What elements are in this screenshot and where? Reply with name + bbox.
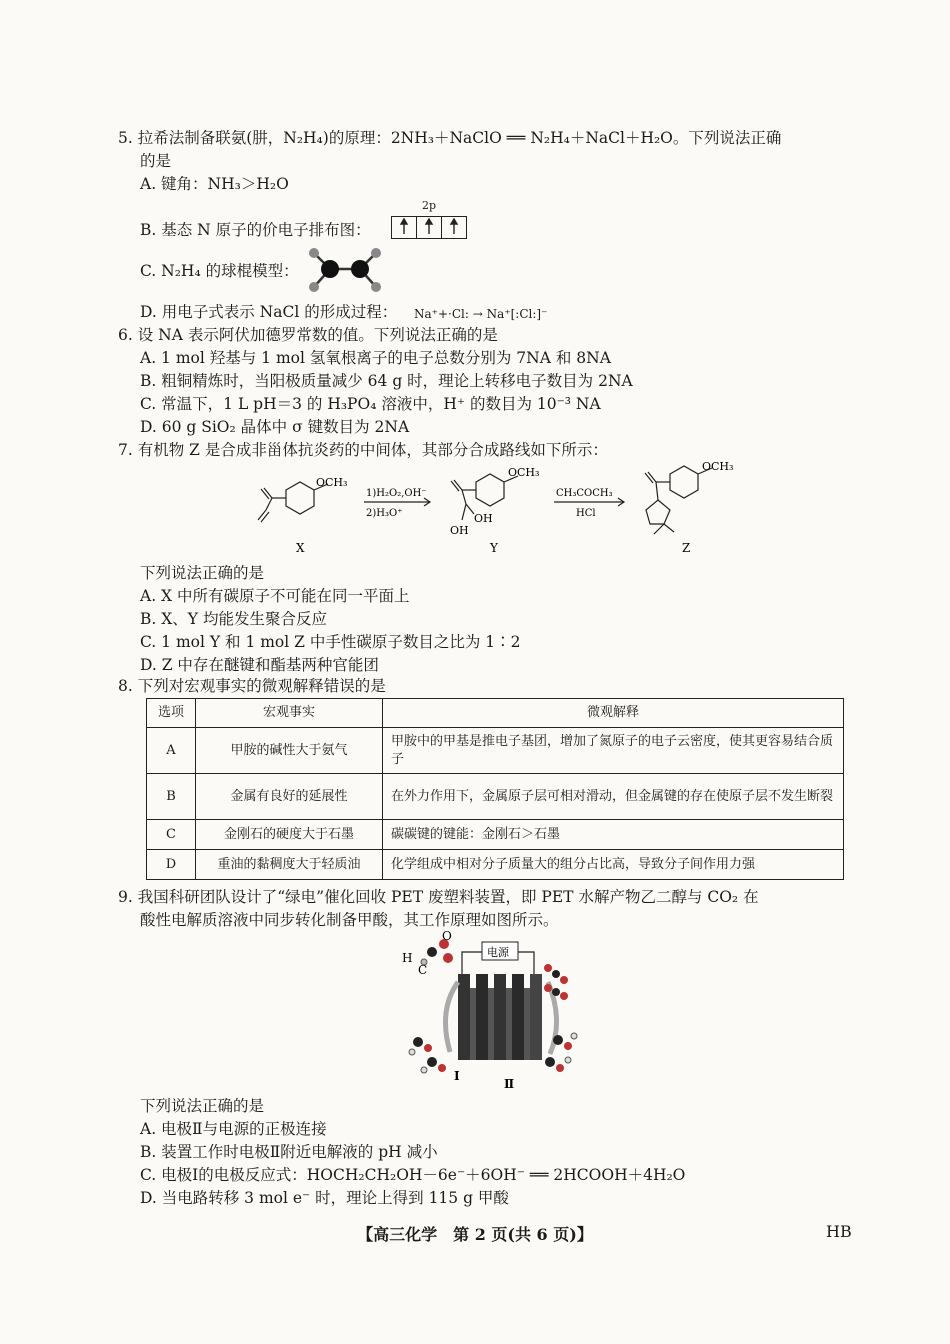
q5-stem-line1: 5. 拉希法制备联氨(肼，N₂H₄)的原理：2NH₃＋NaClO ══ N₂H₄＋NaCl＋H₂O。下列说法正确: [118, 129, 782, 147]
row-d-fact: 重油的黏稠度大于轻质油: [196, 850, 383, 880]
row-b-option: B: [147, 774, 196, 820]
q5-option-a: A. 键角：NH₃＞H₂O: [140, 175, 289, 193]
compound-y-ring: [476, 474, 504, 506]
q6-option-b: B. 粗铜精炼时，当阳极质量减少 64 g 时，理论上转移电子数目为 2NA: [140, 372, 633, 390]
x-och3: OCH₃: [316, 476, 348, 489]
row-d-option: D: [147, 850, 196, 880]
q9-option-d: D. 当电路转移 3 mol e⁻ 时，理论上得到 115 g 甲酸: [140, 1189, 509, 1207]
q9-sub-stem: 下列说法正确的是: [140, 1097, 265, 1115]
q9-option-c: C. 电极Ⅰ的电极反应式：HOCH₂CH₂OH－6e⁻＋6OH⁻ ══ 2HCOOH＋4H₂O: [140, 1166, 686, 1184]
q5-option-b: B. 基态 N 原子的价电子排布图：: [140, 221, 371, 239]
orbital-diagram: [391, 214, 471, 242]
orbital-2p-label: 2p: [422, 199, 437, 212]
nacl-electron-formula: Na⁺+·Cl: → Na⁺[:Cl:]⁻: [414, 307, 548, 321]
q6-option-d: D. 60 g SiO₂ 晶体中 σ 键数目为 2NA: [140, 418, 410, 436]
compound-x-ring: [286, 482, 314, 514]
z-och3: OCH₃: [702, 460, 734, 473]
table-header-row: [147, 699, 844, 728]
q9-stem-line1: 9. 我国科研团队设计了“绿电”催化回收 PET 废塑料装置，即 PET 水解产物乙二醇与 CO₂ 在: [118, 888, 759, 906]
row-d-explanation: 化学组成中相对分子质量大的组分占比高，导致分子间作用力强: [383, 850, 844, 880]
ethylene-glycol-molecules: [409, 1037, 446, 1073]
table-row: [147, 820, 844, 850]
q9-option-b: B. 装置工作时电极Ⅱ附近电解液的 pH 减小: [140, 1143, 438, 1161]
row-a-option: A: [147, 728, 196, 774]
electrode-i-label: Ⅰ: [454, 1069, 460, 1083]
electrolysis-device-diagram: [398, 930, 588, 1090]
q5-option-d: D. 用电子式表示 NaCl 的形成过程：: [140, 303, 398, 321]
q9-stem-line2: 酸性电解质溶液中同步转化制备甲酸，其工作原理如图所示。: [140, 911, 559, 929]
n2h4-ball-stick-model: [302, 245, 388, 295]
q7-option-b: B. X、Y 均能发生聚合反应: [140, 610, 327, 628]
reagent-step1-b: 2)H₃O⁺: [366, 508, 403, 519]
y-oh-1: OH: [474, 512, 493, 525]
y-och3: OCH₃: [508, 466, 540, 479]
header-option: 选项: [147, 699, 196, 728]
label-z: Z: [682, 541, 691, 555]
header-explanation: 微观解释: [383, 699, 844, 728]
row-c-explanation: 碳碳键的键能：金刚石＞石墨: [383, 820, 844, 850]
q5-option-c: C. N₂H₄ 的球棍模型：: [140, 262, 299, 280]
label-y: Y: [490, 541, 498, 555]
q7-option-d: D. Z 中存在醚键和酯基两种官能团: [140, 656, 379, 674]
q7-option-c: C. 1 mol Y 和 1 mol Z 中手性碳原子数目之比为 1∶2: [140, 633, 521, 651]
atom-label-c: C: [418, 963, 428, 977]
row-c-option: C: [147, 820, 196, 850]
q7-option-a: A. X 中所有碳原子不可能在同一平面上: [140, 587, 410, 605]
row-c-fact: 金刚石的硬度大于石墨: [196, 820, 383, 850]
header-fact: 宏观事实: [196, 699, 383, 728]
table-row: [147, 728, 844, 774]
q6-option-c: C. 常温下，1 L pH＝3 的 H₃PO₄ 溶液中，H⁺ 的数目为 10⁻³ NA: [140, 395, 601, 413]
row-b-explanation: 在外力作用下，金属原子层可相对滑动，但金属键的存在使原子层不发生断裂: [383, 774, 844, 820]
atom-label-o: O: [442, 930, 452, 943]
corner-code: HB: [826, 1222, 852, 1241]
power-source-label: 电源: [487, 946, 509, 959]
dioxolane-ring: [646, 500, 670, 524]
electrode-stack: [458, 974, 542, 1060]
reagent-step1-a: 1)H₂O₂,OH⁻: [366, 488, 427, 499]
row-a-explanation: 甲胺中的甲基是推电子基团，增加了氮原子的电子云密度，使其更容易结合质子: [383, 728, 844, 774]
q7-sub-stem: 下列说法正确的是: [140, 564, 265, 582]
label-x: X: [296, 541, 305, 555]
reagent-step2-a: CH₃COCH₃: [556, 488, 613, 499]
reagent-step2-b: HCl: [576, 508, 596, 519]
electrode-ii-label: Ⅱ: [504, 1077, 515, 1090]
row-a-fact: 甲胺的碱性大于氨气: [196, 728, 383, 774]
row-b-fact: 金属有良好的延展性: [196, 774, 383, 820]
q6-stem: 6. 设 NA 表示阿伏加德罗常数的值。下列说法正确的是: [118, 326, 498, 344]
q8-stem: 8. 下列对宏观事实的微观解释错误的是: [118, 677, 386, 695]
q6-option-a: A. 1 mol 羟基与 1 mol 氢氧根离子的电子总数分别为 7NA 和 8NA: [140, 349, 611, 367]
q8-table: [146, 698, 844, 880]
table-row: [147, 774, 844, 820]
y-oh-2: OH: [450, 524, 469, 537]
q9-option-a: A. 电极Ⅱ与电源的正极连接: [140, 1120, 327, 1138]
synthesis-route: [240, 458, 760, 558]
page-footer: 【高三化学 第 2 页(共 6 页)】: [357, 1225, 593, 1244]
compound-z-ring: [670, 466, 698, 498]
atom-label-h: H: [402, 951, 413, 965]
table-row: [147, 850, 844, 880]
co2-molecules: [544, 964, 568, 1000]
q5-stem-line2: 的是: [140, 152, 172, 170]
q7-stem: 7. 有机物 Z 是合成非甾体抗炎药的中间体，其部分合成路线如下所示：: [118, 441, 608, 459]
